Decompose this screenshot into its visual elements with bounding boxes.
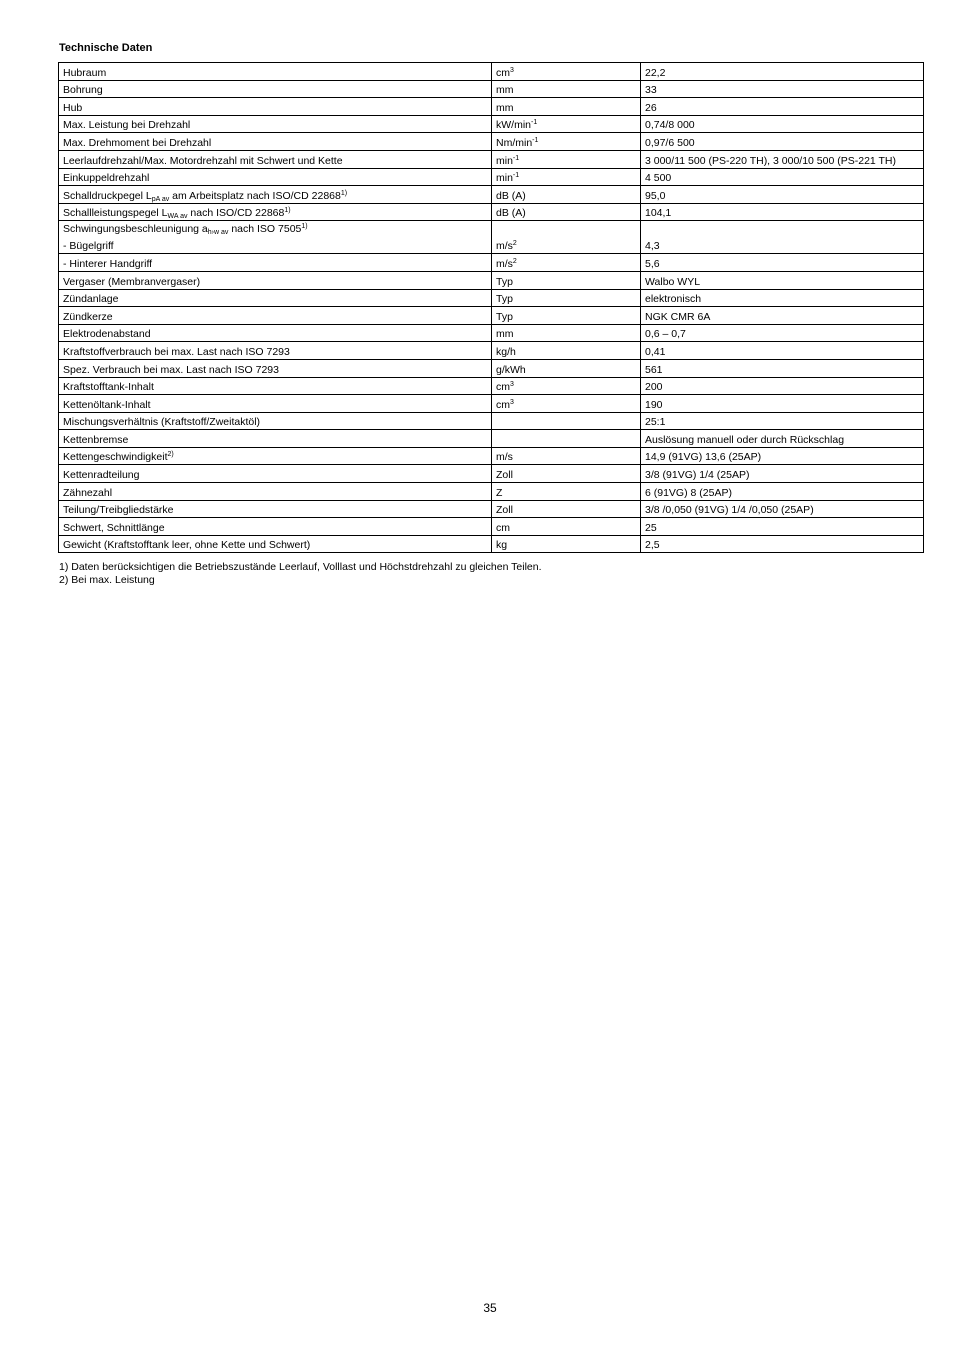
row-value: 2,5 bbox=[641, 535, 924, 553]
row-value: 0,6 – 0,7 bbox=[641, 324, 924, 342]
table-row bbox=[59, 168, 924, 186]
footnote-2: 2) Bei max. Leistung bbox=[59, 574, 155, 586]
row-value: 0,74/8 000 bbox=[641, 115, 924, 133]
table-row bbox=[59, 447, 924, 465]
table-row bbox=[59, 80, 924, 98]
row-label: Kraftstoffverbrauch bei max. Last nach ISO 7293 bbox=[59, 342, 492, 360]
row-value: Walbo WYL bbox=[641, 271, 924, 289]
row-unit: $\min^{-1}$ bbox=[492, 150, 641, 168]
row-value: elektronisch bbox=[641, 289, 924, 307]
row-value: 3 000/11 500 (PS-220 TH), 3 000/10 500 (PS-221 TH) bbox=[641, 150, 924, 168]
row-label: Leerlaufdrehzahl/Max. Motordrehzahl mit Schwert und Kette bbox=[59, 150, 492, 168]
row-label: Teilung/Treibgliedstärke bbox=[59, 500, 492, 518]
row-unit: $cm^3$ bbox=[492, 395, 641, 413]
row-value: 4 500 bbox=[641, 168, 924, 186]
row-unit: m/s bbox=[492, 447, 641, 465]
row-unit: Typ bbox=[492, 307, 641, 325]
table-row bbox=[59, 63, 924, 81]
row-value: 0,97/6 500 bbox=[641, 133, 924, 151]
row-label: Spez. Verbrauch bei max. Last nach ISO 7293 bbox=[59, 359, 492, 377]
row-label: Kettenbremse bbox=[59, 430, 492, 448]
row-unit: kg/h bbox=[492, 342, 641, 360]
row-value: 22,2 bbox=[641, 63, 924, 81]
row-unit: $cm^3$ bbox=[492, 63, 641, 81]
row-unit: Typ bbox=[492, 289, 641, 307]
row-value: 561 bbox=[641, 359, 924, 377]
table-row bbox=[59, 395, 924, 413]
row-value: 95,0 bbox=[641, 186, 924, 204]
row-unit: Zoll bbox=[492, 500, 641, 518]
row-value: 200 bbox=[641, 377, 924, 395]
row-label: Kettenöltank-Inhalt bbox=[59, 395, 492, 413]
row-value: 4,3 bbox=[641, 221, 924, 254]
row-label: Vergaser (Membranvergaser) bbox=[59, 271, 492, 289]
table-row bbox=[59, 518, 924, 536]
table-row bbox=[59, 221, 924, 254]
row-unit: cm bbox=[492, 518, 641, 536]
table-row bbox=[59, 535, 924, 553]
row-unit: kg bbox=[492, 535, 641, 553]
row-unit: Typ bbox=[492, 271, 641, 289]
row-value: 0,41 bbox=[641, 342, 924, 360]
row-label: Kettengeschwindigkeit$^{2)}$ bbox=[59, 447, 492, 465]
row-value: 3/8 (91VG) 1/4 (25AP) bbox=[641, 465, 924, 483]
row-unit: mm bbox=[492, 98, 641, 116]
row-value: Auslösung manuell oder durch Rückschlag bbox=[641, 430, 924, 448]
row-label: Hubraum bbox=[59, 63, 492, 81]
row-value: 25 bbox=[641, 518, 924, 536]
row-unit: Z bbox=[492, 483, 641, 501]
row-unit: mm bbox=[492, 80, 641, 98]
row-label: Kettenradteilung bbox=[59, 465, 492, 483]
row-label: Hub bbox=[59, 98, 492, 116]
row-unit: $\min^{-1}$ bbox=[492, 168, 641, 186]
row-value: 190 bbox=[641, 395, 924, 413]
row-unit: $m/s^2$ bbox=[492, 254, 641, 272]
footnotes bbox=[59, 561, 542, 587]
table-row bbox=[59, 289, 924, 307]
row-unit: g/kWh bbox=[492, 359, 641, 377]
row-value: 104,1 bbox=[641, 203, 924, 221]
table-row bbox=[59, 271, 924, 289]
table-row bbox=[59, 483, 924, 501]
table-row bbox=[59, 465, 924, 483]
row-label: Bohrung bbox=[59, 80, 492, 98]
row-unit: $m/s^2$ bbox=[492, 221, 641, 254]
row-label: Zähnezahl bbox=[59, 483, 492, 501]
table-row bbox=[59, 307, 924, 325]
row-label: Einkuppeldrehzahl bbox=[59, 168, 492, 186]
table-row bbox=[59, 115, 924, 133]
table-row bbox=[59, 186, 924, 204]
table-row bbox=[59, 342, 924, 360]
table-row bbox=[59, 412, 924, 430]
row-value: 25:1 bbox=[641, 412, 924, 430]
table-row bbox=[59, 500, 924, 518]
page-number: 35 bbox=[483, 1301, 497, 1315]
row-unit: dB (A) bbox=[492, 186, 641, 204]
row-unit: dB (A) bbox=[492, 203, 641, 221]
row-unit: $Nm/\min^{-1}$ bbox=[492, 133, 641, 151]
row-label: Kraftstofftank-Inhalt bbox=[59, 377, 492, 395]
row-value: 6 (91VG) 8 (25AP) bbox=[641, 483, 924, 501]
row-unit bbox=[492, 430, 641, 448]
row-label: - Hinterer Handgriff bbox=[59, 254, 492, 272]
row-value: 26 bbox=[641, 98, 924, 116]
technical-data-table bbox=[58, 62, 924, 553]
row-value: 14,9 (91VG) 13,6 (25AP) bbox=[641, 447, 924, 465]
table-row bbox=[59, 98, 924, 116]
table-row bbox=[59, 359, 924, 377]
row-label: Mischungsverhältnis (Kraftstoff/Zweitaktöl) bbox=[59, 412, 492, 430]
table-row bbox=[59, 133, 924, 151]
row-unit: $cm^3$ bbox=[492, 377, 641, 395]
table-row bbox=[59, 430, 924, 448]
row-value: 3/8 /0,050 (91VG) 1/4 /0,050 (25AP) bbox=[641, 500, 924, 518]
footnote-1: 1) Daten berücksichtigen die Betriebszustände Leerlauf, Volllast und Höchstdrehzahl zu gleichen Teilen. bbox=[59, 561, 542, 573]
row-unit: mm bbox=[492, 324, 641, 342]
row-label: Schwingungsbeschleunigung $a_{h›w av}$ nach ISO 7505$^{1)}$ - Bügelgriff bbox=[59, 221, 492, 254]
row-unit bbox=[492, 412, 641, 430]
table-row bbox=[59, 324, 924, 342]
section-heading: Technische Daten bbox=[59, 42, 153, 54]
row-label: Zündkerze bbox=[59, 307, 492, 325]
row-label: Zündanlage bbox=[59, 289, 492, 307]
row-label: Schwert, Schnittlänge bbox=[59, 518, 492, 536]
row-unit: Zoll bbox=[492, 465, 641, 483]
row-label: Elektrodenabstand bbox=[59, 324, 492, 342]
row-label: Schallleistungspegel $L_{WA av}$ nach ISO/CD 22868$^{1)}$ bbox=[59, 203, 492, 221]
table-row bbox=[59, 377, 924, 395]
table-row bbox=[59, 150, 924, 168]
row-unit: $kW/\min^{-1}$ bbox=[492, 115, 641, 133]
row-value: 33 bbox=[641, 80, 924, 98]
row-label: Schalldruckpegel $L_{pA av}$ am Arbeitsplatz nach ISO/CD 22868$^{1)}$ bbox=[59, 186, 492, 204]
row-label: Gewicht (Kraftstofftank leer, ohne Kette und Schwert) bbox=[59, 535, 492, 553]
row-value: NGK CMR 6A bbox=[641, 307, 924, 325]
row-value: 5,6 bbox=[641, 254, 924, 272]
table-row bbox=[59, 203, 924, 221]
row-label: Max. Drehmoment bei Drehzahl bbox=[59, 133, 492, 151]
table-row bbox=[59, 254, 924, 272]
row-label: Max. Leistung bei Drehzahl bbox=[59, 115, 492, 133]
